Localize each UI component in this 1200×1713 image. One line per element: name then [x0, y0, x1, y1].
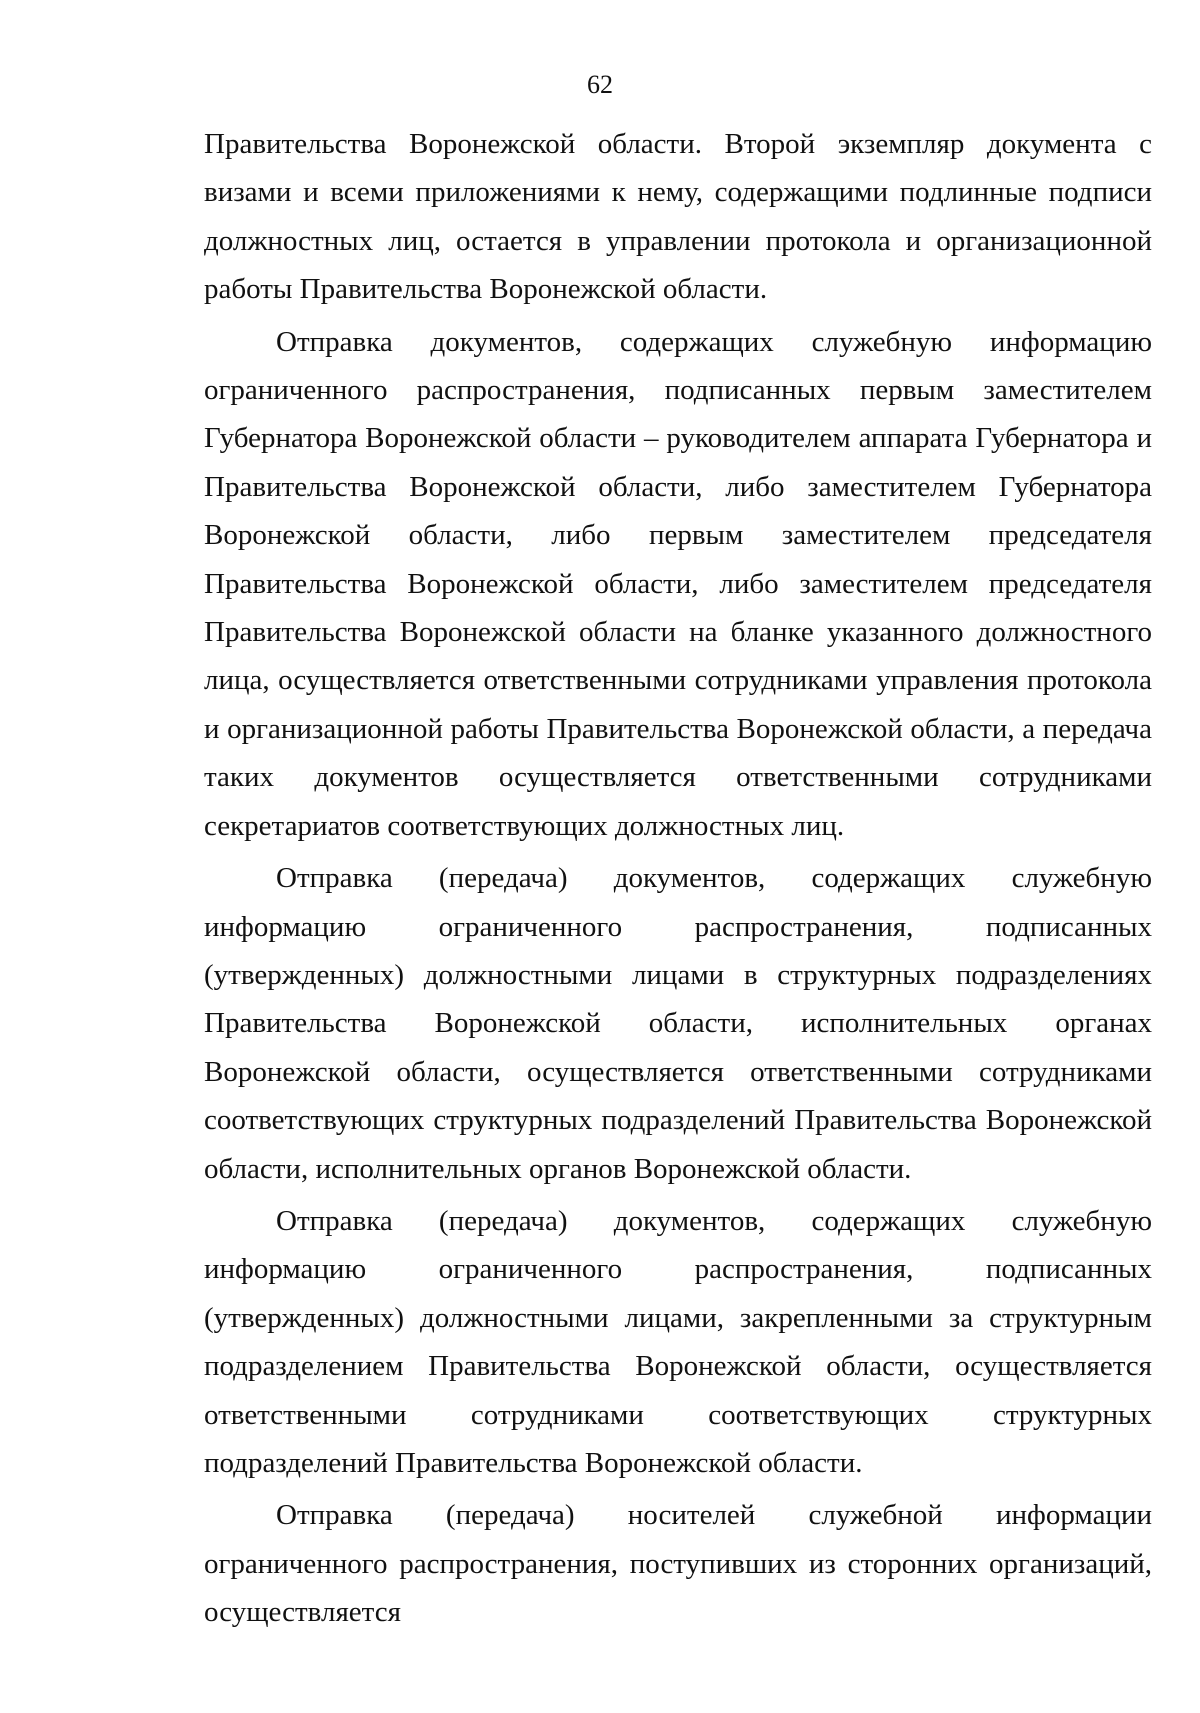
paragraph-dispatch-first-deputy: Отправка документов, содержащих служебную информацию ограниченного распространения, подписанных первым заместителем Губернатора Воронежской области – руководителем аппарата Губернатора и Правительства Воронежской области, либо заместителем Губернатора Воронежской области, либо первым заместителем председателя Правительства Воронежской области, либо заместителем председателя Правительства Воронежской области на бланке указанного должностного лица, осуществляется ответственными сотрудниками управления протокола и организационной работы Правительства Воронежской области, а передача таких документов осуществляется ответственными сотрудниками секретариатов соответствующих должностных лиц.	[204, 325, 1152, 842]
paragraph-dispatch-structural-units: Отправка (передача) документов, содержащих служебную информацию ограниченного распространения, подписанных (утвержденных) должностными лицами в структурных подразделениях Правительства Воронежской области, исполнительных органах Воронежской области, осуществляется ответственными сотрудниками соответствующих структурных подразделений Правительства Воронежской области, исполнительных органов Воронежской области.	[204, 862, 1152, 1185]
paragraph-dispatch-external-media: Отправка (передача) носителей служебной информации ограниченного распространения, поступивших из сторонних организаций, осуществляется	[204, 1499, 1152, 1629]
document-body	[204, 120, 1152, 1641]
page-number: 62	[587, 70, 613, 99]
paragraph-continuation: Правительства Воронежской области. Второй экземпляр документа с визами и всеми приложениями к нему, содержащими подлинные подписи должностных лиц, остается в управлении протокола и организационной работы Правительства Воронежской области.	[204, 128, 1152, 306]
paragraph-dispatch-assigned-officials: Отправка (передача) документов, содержащих служебную информацию ограниченного распространения, подписанных (утвержденных) должностными лицами, закрепленными за структурным подразделением Правительства Воронежской области, осуществляется ответственными сотрудниками соответствующих структурных подразделений Правительства Воронежской области.	[204, 1204, 1152, 1479]
